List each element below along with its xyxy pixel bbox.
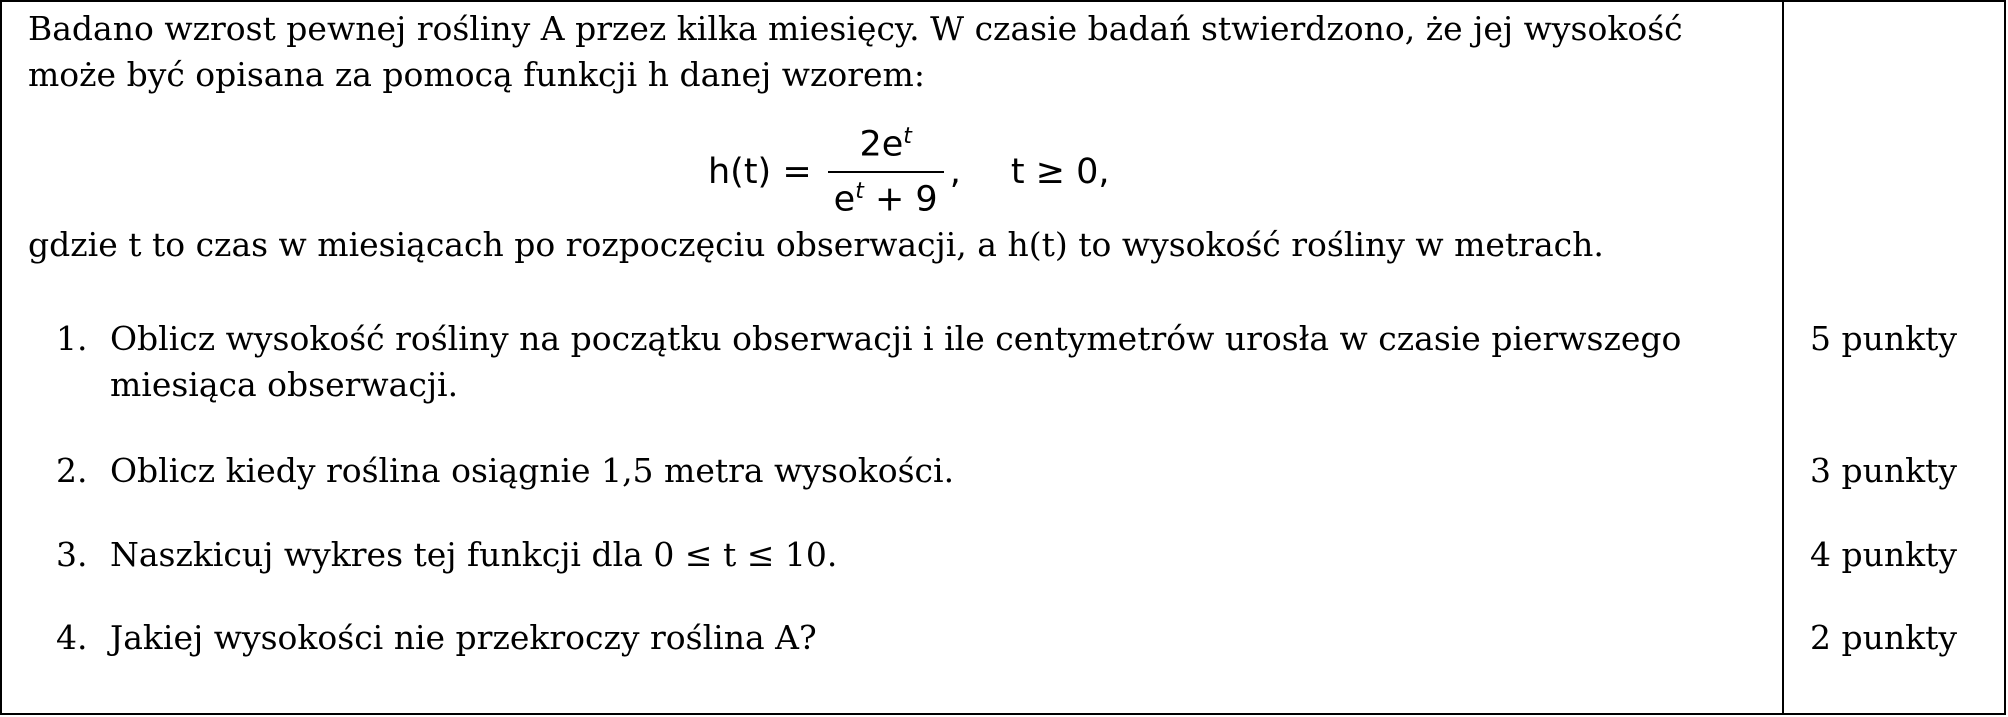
numerator-base: 2e <box>859 125 904 165</box>
formula-denominator <box>828 171 944 220</box>
function-formula <box>708 120 1110 224</box>
question-text: Jakiej wysokości nie przekroczy roślina A? <box>110 618 817 657</box>
points-column-divider <box>1782 0 1784 715</box>
formula-separator: , <box>949 152 961 192</box>
question-text: Naszkicuj wykres tej funkcji dla 0 ≤ t ≤ 10. <box>110 535 838 574</box>
formula-fraction <box>828 124 944 219</box>
task-intro <box>28 6 1768 98</box>
question-2 <box>56 448 1766 494</box>
question-3 <box>56 532 1766 578</box>
denominator-tail: + 9 <box>863 179 938 220</box>
formula-domain-condition: t ≥ 0, <box>1010 152 1110 192</box>
question-text: Oblicz wysokość rośliny na początku obserwacji i ile centymetrów urosła w czasie pierwszego miesiąca obserwacji. <box>110 319 1682 404</box>
formula-numerator <box>853 124 917 171</box>
question-number: 2. <box>56 451 88 490</box>
question-1-points: 5 punkty <box>1810 319 1958 358</box>
intro-paragraph: Badano wzrost pewnej rośliny A przez kilka miesięcy. W czasie badań stwierdzono, że jej wysokość może być opisana za pomocą funkcji h danej wzorem: <box>28 9 1683 94</box>
question-4 <box>56 615 1766 661</box>
denominator-exponent: t <box>855 179 864 204</box>
question-3-points: 4 punkty <box>1810 535 1958 574</box>
variable-description: gdzie t to czas w miesiącach po rozpoczęciu obserwacji, a h(t) to wysokość rośliny w metrach. <box>28 225 1604 264</box>
denominator-base: e <box>833 179 856 220</box>
question-number: 4. <box>56 618 88 657</box>
formula-lhs: h(t) = <box>708 152 812 192</box>
question-number: 3. <box>56 535 88 574</box>
question-number: 1. <box>56 319 88 358</box>
question-4-points: 2 punkty <box>1810 618 1958 657</box>
question-2-points: 3 punkty <box>1810 451 1958 490</box>
question-1 <box>56 316 1766 408</box>
numerator-exponent: t <box>903 124 912 150</box>
question-text: Oblicz kiedy roślina osiągnie 1,5 metra wysokości. <box>110 451 955 490</box>
